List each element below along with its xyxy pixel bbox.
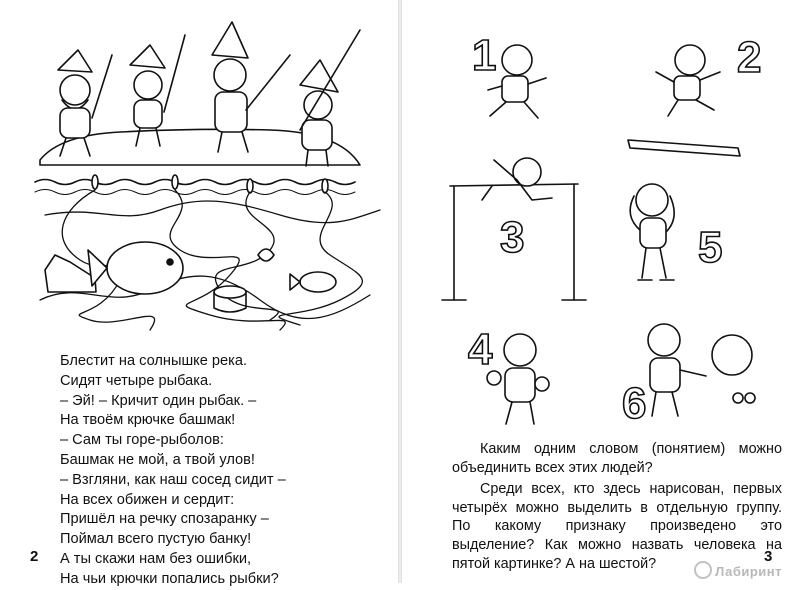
figure-skater <box>630 184 674 280</box>
juggler-figure <box>648 324 755 416</box>
poem-line: – Взгляни, как наш сосед сидит – <box>60 471 286 488</box>
crab <box>258 249 274 261</box>
question-text <box>452 440 782 576</box>
water-line <box>35 180 355 185</box>
figure-number-3: 3 <box>500 213 525 262</box>
poem-line: Сидят четыре рыбака. <box>60 372 213 389</box>
poem-line: Поймал всего пустую банку! <box>60 531 252 548</box>
watermark-text: Лабиринт <box>715 564 782 579</box>
small-fish <box>290 272 336 292</box>
figure-number-1: 1 <box>472 31 497 80</box>
poem-line: Башмак не мой, а твой улов! <box>60 451 255 468</box>
poem-line: – Сам ты горе-рыболов: <box>60 432 224 449</box>
fish <box>88 242 183 294</box>
poem-line: На твоём крючке башмак! <box>60 412 236 429</box>
page-number-left: 2 <box>30 548 39 565</box>
figure-number-5: 5 <box>698 223 723 272</box>
water-line <box>35 190 355 195</box>
left-page <box>0 0 398 587</box>
boot <box>45 255 96 292</box>
right-page <box>402 0 800 583</box>
question-paragraph: Среди всех, кто здесь нарисован, первых четырёх можно выделить в отдельную группу. По какому признаку произведено это выделение? Как можно назвать человека на пятой картинке? А на шестой? <box>452 481 782 572</box>
labirint-logo-icon <box>694 561 712 579</box>
poem-line: Пришёл на речку спозаранку – <box>60 511 269 528</box>
athletes-illustration <box>402 0 800 430</box>
question-paragraph: Каким одним словом (понятием) можно объединить всех этих людей? <box>452 441 782 476</box>
poem-line: На чьи крючки попались рыбки? <box>60 570 279 587</box>
figure-number-4: 4 <box>468 325 493 374</box>
figure-number-2: 2 <box>737 33 762 82</box>
boxer-figure <box>487 334 549 424</box>
runner-figure <box>488 45 546 118</box>
poem <box>60 352 390 590</box>
poem-line: А ты скажи нам без ошибки, <box>60 550 252 567</box>
long-jumper-figure <box>628 45 740 156</box>
fishermen-maze-illustration <box>0 0 398 340</box>
gnome-fisherman-4 <box>300 30 360 166</box>
poem-line: – Эй! – Кричит один рыбак. – <box>60 392 257 409</box>
poem-line: Блестит на солнышке река. <box>60 353 248 369</box>
page-number-right: 3 <box>764 548 773 565</box>
figure-number-6: 6 <box>622 379 647 428</box>
poem-line: На всех обижен и сердит: <box>60 491 235 508</box>
labirint-watermark <box>694 561 782 579</box>
